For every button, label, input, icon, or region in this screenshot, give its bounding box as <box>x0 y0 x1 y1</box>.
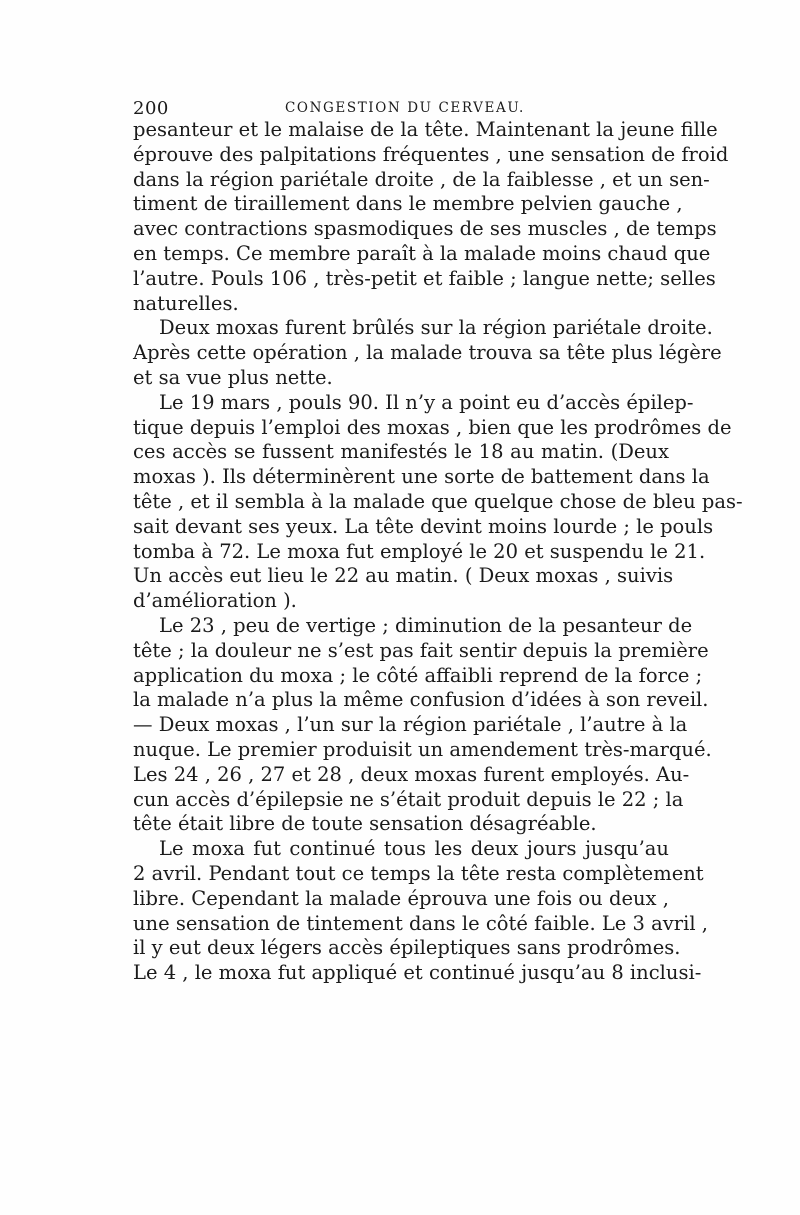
text-line: et sa vue plus nette. <box>133 365 333 389</box>
text-line: application du moxa ; le côté affaibli reprend de la force ; <box>133 663 703 687</box>
text-line: Un accès eut lieu le 22 au matin. ( Deux moxas , suivis <box>133 564 674 588</box>
text-line: tête était libre de toute sensation désagréable. <box>133 812 597 836</box>
body-text <box>133 118 743 986</box>
text-line: Deux moxas furent brûlés sur la région pariétale droite. <box>159 316 713 340</box>
text-line: Le 23 , peu de vertige ; diminution de la pesanteur de <box>159 613 693 637</box>
text-line: tique depuis l’emploi des moxas , bien que les prodrômes de <box>133 415 732 439</box>
text-line: — Deux moxas , l’un sur la région pariétale , l’autre à la <box>133 713 688 737</box>
text-line: d’amélioration ). <box>133 589 297 613</box>
text-line: Le 4 , le moxa fut appliqué et continué jusqu’au 8 inclusi- <box>133 961 702 985</box>
text-line: sait devant ses yeux. La tête devint moins lourde ; le pouls <box>133 514 714 538</box>
running-title: CONGESTION DU CERVEAU. <box>285 100 525 116</box>
text-line: tête ; la douleur ne s’est pas fait sentir depuis la première <box>133 638 709 662</box>
text-line: Après cette opération , la malade trouva sa tête plus légère <box>133 341 722 365</box>
text-line: naturelles. <box>133 291 239 315</box>
text-line: dans la région pariétale droite , de la faiblesse , et un sen- <box>133 167 710 191</box>
text-line: en temps. Ce membre paraît à la malade moins chaud que <box>133 241 711 265</box>
text-line: Les 24 , 26 , 27 et 28 , deux moxas furent employés. Au- <box>133 762 690 786</box>
text-line: libre. Cependant la malade éprouva une fois ou deux , <box>133 886 669 910</box>
text-line: avec contractions spasmodiques de ses muscles , de temps <box>133 217 717 241</box>
page-number: 200 <box>133 98 169 119</box>
text-line: pesanteur et le malaise de la tête. Maintenant la jeune fille <box>133 118 718 141</box>
text-line: tête , et il sembla à la malade que quelque chose de bleu pas- <box>133 489 743 513</box>
text-line: moxas ). Ils déterminèrent une sorte de battement dans la <box>133 465 710 489</box>
text-line: Le moxa fut continué tous les deux jours jusqu’au <box>159 837 669 861</box>
text-line: nuque. Le premier produisit un amendement très-marqué. <box>133 737 712 761</box>
text-line: cun accès d’épilepsie ne s’était produit depuis le 22 ; la <box>133 787 684 811</box>
text-line: timent de tiraillement dans le membre pelvien gauche , <box>133 192 683 216</box>
text-line: la malade n’a plus la même confusion d’idées à son reveil. <box>133 688 709 712</box>
text-line: Le 19 mars , pouls 90. Il n’y a point eu d’accès épilep- <box>159 390 694 414</box>
text-line: tomba à 72. Le moxa fut employé le 20 et suspendu le 21. <box>133 539 706 563</box>
text-line: l’autre. Pouls 106 , très-petit et faible ; langue nette; selles <box>133 266 716 290</box>
text-line: une sensation de tintement dans le côté faible. Le 3 avril , <box>133 911 708 935</box>
text-line: éprouve des palpitations fréquentes , une sensation de froid <box>133 142 729 166</box>
text-line: 2 avril. Pendant tout ce temps la tête resta complètement <box>133 861 704 885</box>
text-line: il y eut deux légers accès épileptiques sans prodrômes. <box>133 936 681 960</box>
text-line: ces accès se fussent manifestés le 18 au matin. (Deux <box>133 440 669 464</box>
